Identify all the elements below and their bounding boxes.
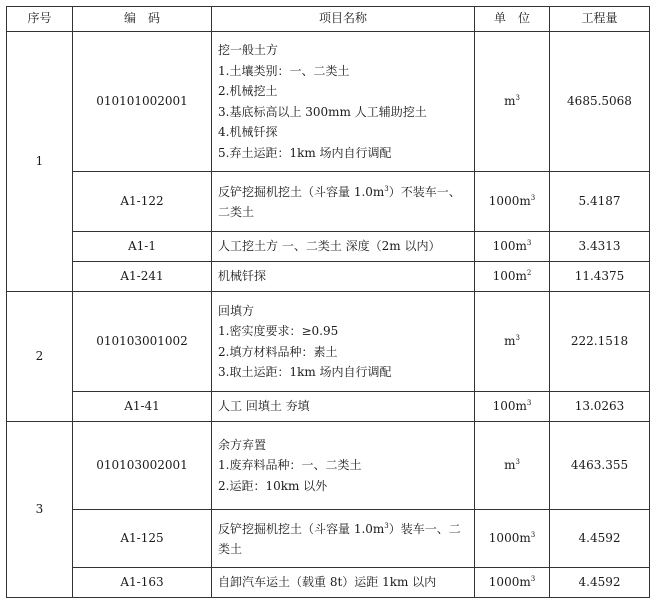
- header-quantity: 工程量: [550, 7, 650, 32]
- unit-cell: $m^3$: [475, 32, 550, 172]
- table-row: [7, 172, 650, 232]
- unit-cell: $100m^3$: [475, 232, 550, 262]
- unit-cell: $100m^2$: [475, 262, 550, 292]
- unit-cell: $m^3$: [475, 292, 550, 392]
- code-cell: A1-163: [73, 568, 212, 598]
- table-row: [7, 568, 650, 598]
- quantity-cell: 4.4592: [550, 568, 650, 598]
- quantity-table: [6, 6, 650, 598]
- seq-cell: 1: [7, 32, 73, 292]
- code-cell: A1-122: [73, 172, 212, 232]
- unit-cell: $100m^3$: [475, 392, 550, 422]
- item-name-line: 2.运距：10km 以外: [218, 478, 328, 493]
- quantity-cell: 11.4375: [550, 262, 650, 292]
- table-row: [7, 32, 650, 172]
- item-name-cell: 人工 回填土 夯填: [212, 392, 475, 422]
- code-cell: 010103002001: [73, 422, 212, 510]
- quantity-cell: 5.4187: [550, 172, 650, 232]
- unit-cell: $1000m^3$: [475, 172, 550, 232]
- header-row: [7, 7, 650, 32]
- item-name-line: 2.填方材料品种：素土: [218, 344, 338, 359]
- item-name-line: 3.取土运距：1km 场内自行调配: [218, 365, 392, 379]
- item-name-line: 4.机械钎探: [218, 125, 278, 139]
- item-name-line: 1.土壤类别：一、二类土: [218, 63, 350, 78]
- unit-cell: $1000m^3$: [475, 568, 550, 598]
- code-cell: A1-41: [73, 392, 212, 422]
- seq-cell: 3: [7, 422, 73, 598]
- unit-cell: $m^3$: [475, 422, 550, 510]
- code-cell: 010103001002: [73, 292, 212, 392]
- table-row: [7, 292, 650, 392]
- item-name-line: 余方弃置: [218, 437, 267, 452]
- quantity-cell: 222.1518: [550, 292, 650, 392]
- item-name-line: 5.弃土运距：1km 场内自行调配: [218, 145, 392, 160]
- item-name-cell: [212, 422, 475, 510]
- item-name-cell: 自卸汽车运土（载重 8t）运距 1km 以内: [212, 568, 475, 598]
- item-name-cell: [212, 292, 475, 392]
- code-cell: A1-1: [73, 232, 212, 262]
- header-code: 编 码: [73, 7, 212, 32]
- quantity-cell: 4685.5068: [550, 32, 650, 172]
- table-row: [7, 232, 650, 262]
- table-row: [7, 392, 650, 422]
- table-row: [7, 422, 650, 510]
- item-name-line: 1.密实度要求：≥0.95: [218, 324, 339, 338]
- quantity-cell: 13.0263: [550, 392, 650, 422]
- item-name-cell: 机械钎探: [212, 262, 475, 292]
- item-name-line: 1.废弃料品种：一、二类土: [218, 458, 362, 473]
- quantity-cell: 3.4313: [550, 232, 650, 262]
- item-name-line: 2.机械挖土: [218, 84, 278, 98]
- item-name-cell: 反铲挖掘机挖土（斗容量 $1.0m^3$）不装车一、二类土: [212, 172, 475, 232]
- item-name-cell: 反铲挖掘机挖土（斗容量 $1.0m^3$）装车一、二类土: [212, 510, 475, 568]
- item-name-line: 3.基底标高以上 300mm 人工辅助挖土: [218, 104, 427, 119]
- header-item-name: 项目名称: [212, 7, 475, 32]
- header-seq: 序号: [7, 7, 73, 32]
- table-row: [7, 262, 650, 292]
- seq-cell: 2: [7, 292, 73, 422]
- code-cell: A1-241: [73, 262, 212, 292]
- item-name-line: 挖一般土方: [218, 43, 279, 57]
- header-unit: 单 位: [475, 7, 550, 32]
- item-name-cell: 人工挖土方 一、二类土 深度（2m 以内）: [212, 232, 475, 262]
- code-cell: 010101002001: [73, 32, 212, 172]
- quantity-cell: 4463.355: [550, 422, 650, 510]
- code-cell: A1-125: [73, 510, 212, 568]
- item-name-cell: [212, 32, 475, 172]
- item-name-line: 回填方: [218, 303, 255, 318]
- quantity-cell: 4.4592: [550, 510, 650, 568]
- table-row: [7, 510, 650, 568]
- unit-cell: $1000m^3$: [475, 510, 550, 568]
